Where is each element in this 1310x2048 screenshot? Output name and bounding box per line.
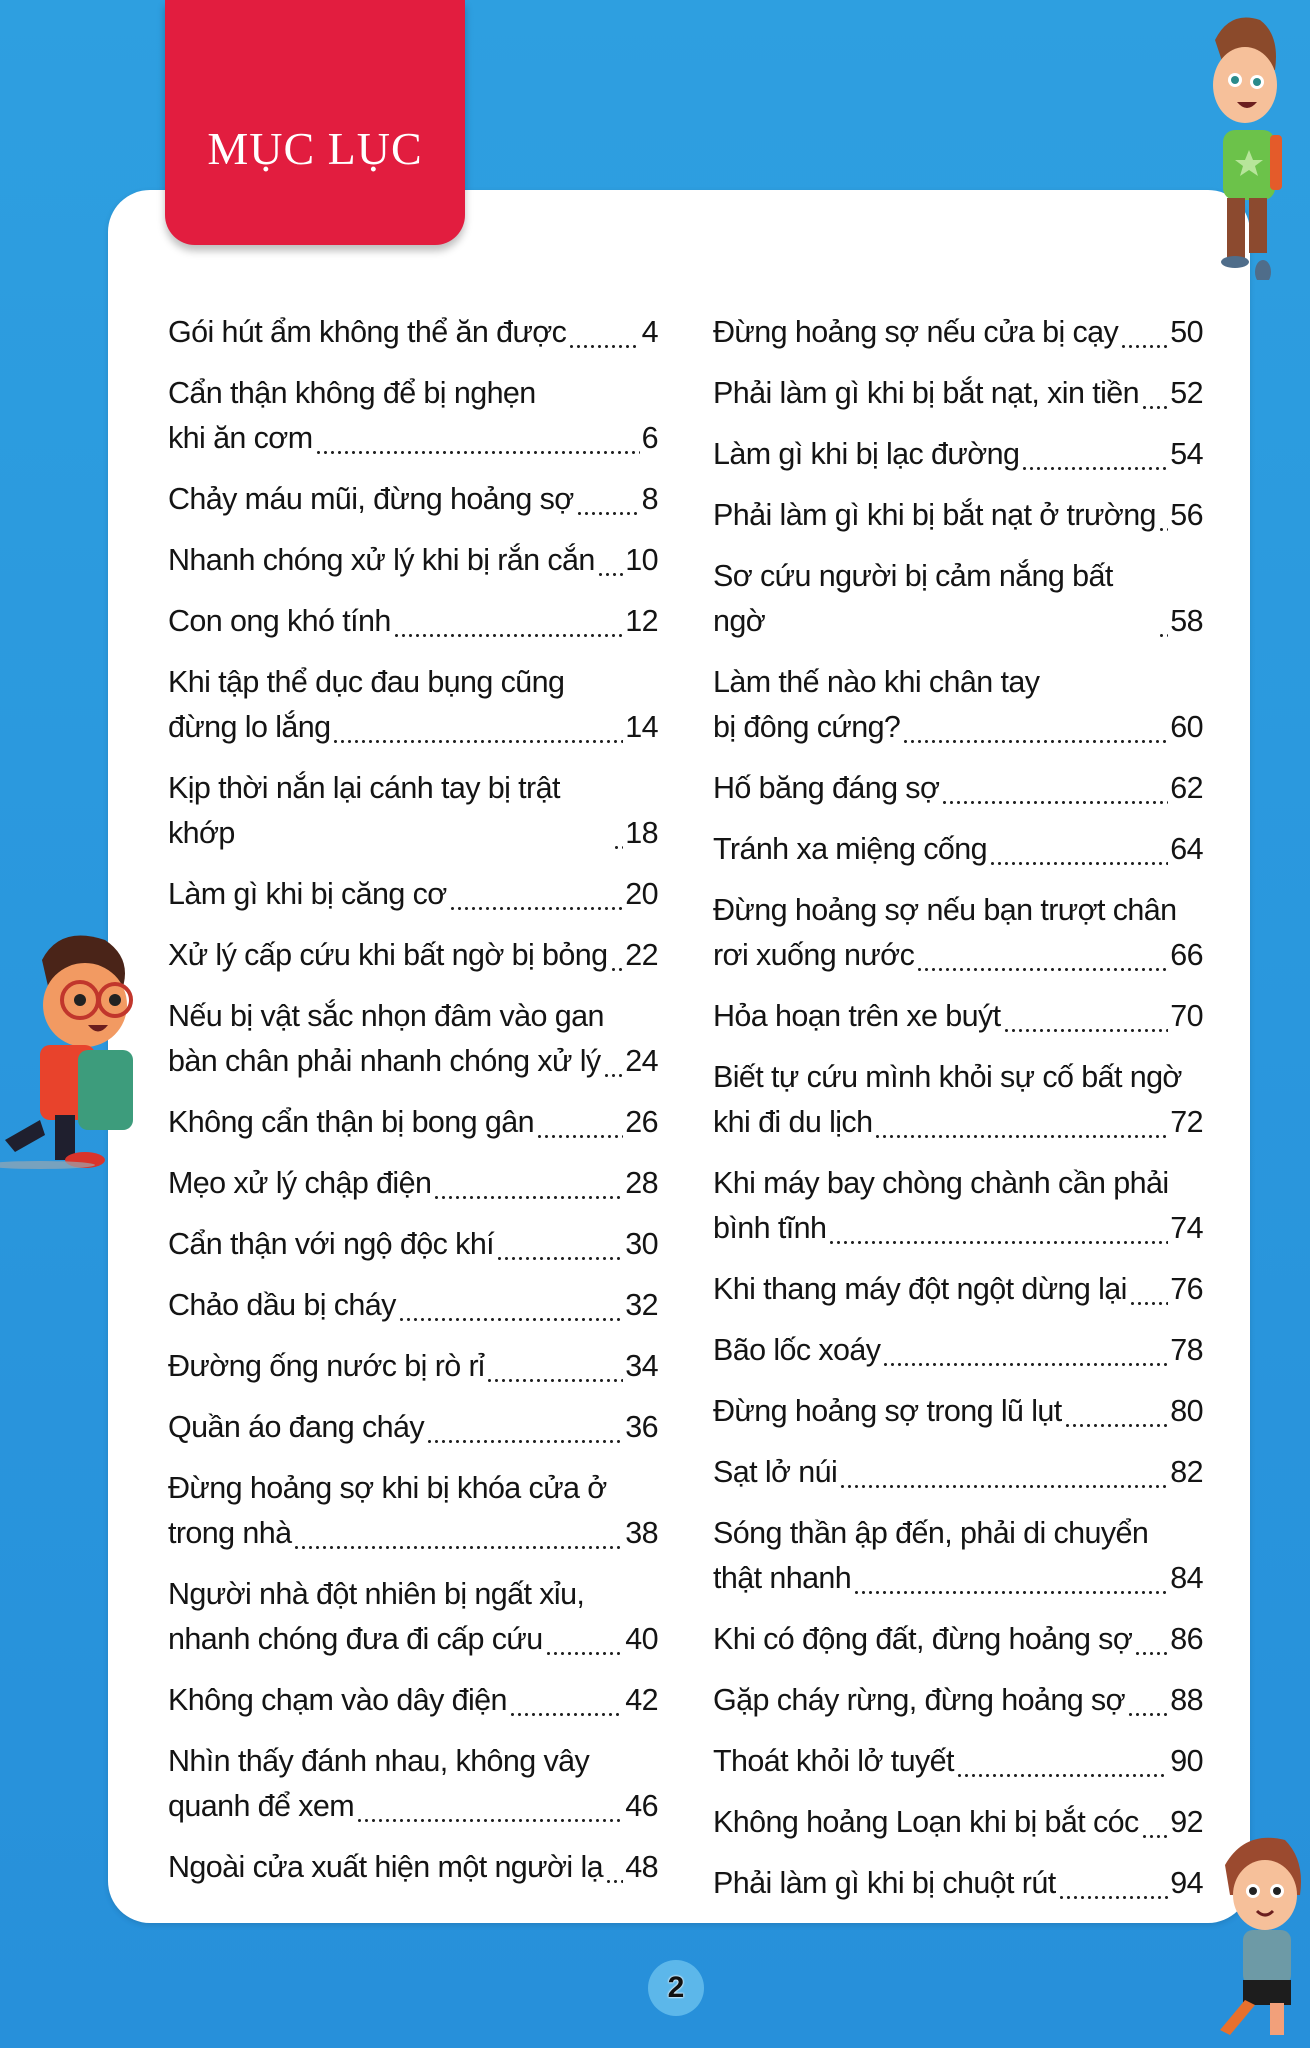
toc-entry[interactable]	[713, 1511, 1203, 1601]
toc-entry-title-cont: trong nhà	[168, 1516, 292, 1550]
toc-entry-page: 28	[625, 1166, 658, 1200]
girl-illustration	[1205, 1825, 1310, 2040]
toc-entry-page: 48	[625, 1850, 658, 1884]
toc-entry-title: Thoát khỏi lở tuyết	[713, 1744, 954, 1778]
toc-entry[interactable]	[168, 1845, 658, 1890]
toc-entry-page: 92	[1170, 1805, 1203, 1839]
toc-entry[interactable]	[168, 371, 658, 461]
toc-entry-page: 72	[1170, 1105, 1203, 1139]
dot-leader	[874, 1100, 1168, 1145]
toc-entry-page: 76	[1170, 1272, 1203, 1306]
toc-entry[interactable]	[713, 1678, 1203, 1723]
toc-entry-title: Gặp cháy rừng, đừng hoảng sợ	[713, 1683, 1125, 1717]
toc-entry[interactable]	[168, 310, 658, 355]
toc-entry-page: 66	[1170, 938, 1203, 972]
toc-entry-page: 30	[625, 1227, 658, 1261]
toc-entry-page: 10	[625, 543, 658, 577]
toc-entry[interactable]	[168, 766, 658, 856]
dot-leader	[610, 933, 624, 978]
toc-column-left	[168, 310, 658, 1906]
toc-entry-title: Đừng hoảng sợ khi bị khóa cửa ở	[168, 1471, 607, 1505]
toc-entry-title: Xử lý cấp cứu khi bất ngờ bị bỏng	[168, 938, 608, 972]
toc-entry-title: Phải làm gì khi bị bắt nạt, xin tiền	[713, 376, 1139, 410]
dot-leader	[536, 1100, 623, 1145]
dot-leader	[1141, 371, 1168, 416]
toc-entry-page: 74	[1170, 1211, 1203, 1245]
toc-entry[interactable]	[168, 1100, 658, 1145]
dot-leader	[853, 1556, 1168, 1601]
toc-entry-page: 42	[625, 1683, 658, 1717]
toc-entry-title-cont: rơi xuống nước	[713, 938, 915, 972]
dot-leader	[941, 766, 1168, 811]
toc-entry-page: 94	[1170, 1866, 1203, 1900]
dot-leader	[613, 811, 623, 856]
toc-entry-title: Khi có động đất, đừng hoảng sợ	[713, 1622, 1133, 1656]
toc-entry[interactable]	[713, 1861, 1203, 1906]
toc-entry-title: Nhìn thấy đánh nhau, không vây	[168, 1744, 590, 1778]
toc-entry-page: 58	[1170, 604, 1203, 638]
toc-entry-title: Tránh xa miệng cống	[713, 832, 987, 866]
toc-entry-title-cont: khi đi du lịch	[713, 1105, 873, 1139]
dot-leader	[1129, 1267, 1168, 1312]
toc-entry-title: Đường ống nước bị rò rỉ	[168, 1349, 485, 1383]
toc-entry[interactable]	[168, 872, 658, 917]
toc-entry-title: Đừng hoảng sợ nếu cửa bị cạy	[713, 315, 1119, 349]
toc-entry-title: Mẹo xử lý chập điện	[168, 1166, 432, 1200]
dot-leader	[315, 416, 640, 461]
toc-entry-title: Không hoảng Loạn khi bị bắt cóc	[713, 1805, 1139, 1839]
toc-entry-title: Kịp thời nắn lại cánh tay bị trật khớp	[168, 771, 560, 850]
dot-leader	[605, 1845, 623, 1890]
toc-entry-title: Không chạm vào dây điện	[168, 1683, 507, 1717]
toc-entry-page: 56	[1170, 498, 1203, 532]
toc-entry[interactable]	[713, 766, 1203, 811]
toc-entry-page: 38	[625, 1516, 658, 1550]
dot-leader	[393, 599, 624, 644]
toc-entry-page: 18	[625, 816, 658, 850]
toc-entry-page: 12	[625, 604, 658, 638]
toc-entry[interactable]	[713, 493, 1203, 538]
dot-leader	[568, 310, 639, 355]
dot-leader	[989, 827, 1168, 872]
toc-entry-title: Hố băng đáng sợ	[713, 771, 940, 805]
toc-entry-title: Đừng hoảng sợ nếu bạn trượt chân	[713, 893, 1177, 927]
toc-entry-title: Quần áo đang cháy	[168, 1410, 425, 1444]
dot-leader	[433, 1161, 623, 1206]
toc-entry[interactable]	[713, 371, 1203, 416]
toc-entry-page: 4	[641, 315, 658, 349]
toc-entry-page: 84	[1170, 1561, 1203, 1595]
dot-leader	[293, 1511, 623, 1556]
toc-entry[interactable]	[713, 1450, 1203, 1495]
toc-entry-title: Khi máy bay chòng chành cần phải	[713, 1166, 1169, 1200]
toc-entry-title: Người nhà đột nhiên bị ngất xỉu,	[168, 1577, 585, 1611]
toc-entry[interactable]	[713, 310, 1203, 355]
dot-leader	[902, 705, 1168, 750]
dot-leader	[1141, 1800, 1169, 1845]
dot-leader	[496, 1222, 623, 1267]
toc-entry-title-cont: quanh để xem	[168, 1789, 355, 1823]
boy-top-right-illustration	[1185, 10, 1295, 280]
dot-leader	[449, 872, 624, 917]
toc-entry-title: Chảo dầu bị cháy	[168, 1288, 396, 1322]
toc-entry-title: Sóng thần ập đến, phải di chuyển	[713, 1516, 1149, 1550]
toc-entry-title: Không cẩn thận bị bong gân	[168, 1105, 534, 1139]
toc-entry[interactable]	[713, 554, 1203, 644]
toc-entry-page: 52	[1170, 376, 1203, 410]
toc-entry[interactable]	[713, 888, 1203, 978]
toc-entry[interactable]	[168, 1283, 658, 1328]
dot-leader	[1134, 1617, 1168, 1662]
dot-leader	[332, 705, 623, 750]
toc-entry-page: 6	[641, 421, 658, 455]
toc-entry[interactable]	[713, 1328, 1203, 1373]
toc-entry-title: Cẩn thận với ngộ độc khí	[168, 1227, 495, 1261]
toc-entry-page: 62	[1170, 771, 1203, 805]
toc-entry[interactable]	[168, 1572, 658, 1662]
toc-entry-title: Ngoài cửa xuất hiện một người lạ	[168, 1850, 603, 1884]
toc-entry-title: Khi thang máy đột ngột dừng lại	[713, 1272, 1127, 1306]
toc-entry-title: Làm gì khi bị lạc đường	[713, 437, 1020, 471]
toc-entry[interactable]	[713, 1267, 1203, 1312]
toc-entry-title: Phải làm gì khi bị bắt nạt ở trường	[713, 498, 1156, 532]
toc-entry[interactable]	[168, 660, 658, 750]
toc-entry-title-cont: bị đông cứng?	[713, 710, 901, 744]
toc-entry-title: Làm gì khi bị căng cơ	[168, 877, 447, 911]
dot-leader	[1021, 432, 1168, 477]
toc-entry[interactable]	[168, 1405, 658, 1450]
toc-entry[interactable]	[168, 994, 658, 1084]
dot-leader	[603, 1039, 624, 1084]
toc-entry-title: Đừng hoảng sợ trong lũ lụt	[713, 1394, 1062, 1428]
dot-leader	[956, 1739, 1168, 1784]
toc-entry-page: 32	[625, 1288, 658, 1322]
toc-entry[interactable]	[168, 1344, 658, 1389]
dot-leader	[545, 1617, 624, 1662]
dot-leader	[1158, 493, 1168, 538]
toc-entry-page: 82	[1170, 1455, 1203, 1489]
toc-entry-title: Sơ cứu người bị cảm nắng bất ngờ	[713, 559, 1113, 638]
dot-leader	[1127, 1678, 1168, 1723]
toc-entry[interactable]	[168, 1466, 658, 1556]
toc-entry-page: 64	[1170, 832, 1203, 866]
toc-entry-page: 90	[1170, 1744, 1203, 1778]
toc-entry[interactable]	[713, 660, 1203, 750]
dot-leader	[1120, 310, 1168, 355]
toc-entry-page: 60	[1170, 710, 1203, 744]
dot-leader	[1003, 994, 1169, 1039]
toc-entry-title-cont: nhanh chóng đưa đi cấp cứu	[168, 1622, 543, 1656]
toc-entry-title: Nhanh chóng xử lý khi bị rắn cắn	[168, 543, 595, 577]
toc-entry-title: Phải làm gì khi bị chuột rút	[713, 1866, 1056, 1900]
toc-entry[interactable]	[713, 1800, 1203, 1845]
page-title: MỤC LỤC	[207, 123, 423, 174]
toc-entry[interactable]	[713, 1617, 1203, 1662]
dot-leader	[576, 477, 640, 522]
dot-leader	[828, 1206, 1168, 1251]
toc-entry-page: 46	[625, 1789, 658, 1823]
toc-entry-title: Làm thế nào khi chân tay	[713, 665, 1040, 699]
toc-entry-title: Hỏa hoạn trên xe buýt	[713, 999, 1001, 1033]
toc-entry[interactable]	[713, 1161, 1203, 1251]
toc-entry[interactable]	[713, 1739, 1203, 1784]
dot-leader	[509, 1678, 623, 1723]
dot-leader	[1058, 1861, 1169, 1906]
toc-entry-page: 14	[625, 710, 658, 744]
dot-leader	[356, 1784, 623, 1829]
toc-entry[interactable]	[168, 1739, 658, 1829]
toc-entry-page: 34	[625, 1349, 658, 1383]
dot-leader	[916, 933, 1168, 978]
page-number-badge: 2	[648, 1960, 704, 2016]
dot-leader	[1158, 599, 1168, 644]
toc-entry-title: Chảy máu mũi, đừng hoảng sợ	[168, 482, 574, 516]
toc-entry-page: 86	[1170, 1622, 1203, 1656]
toc-entry[interactable]	[168, 1222, 658, 1267]
toc-entry-page: 50	[1170, 315, 1203, 349]
toc-entry-page: 54	[1170, 437, 1203, 471]
toc-entry[interactable]	[168, 599, 658, 644]
toc-entry-page: 22	[625, 938, 658, 972]
toc-entry[interactable]	[713, 827, 1203, 872]
toc-entry[interactable]	[168, 477, 658, 522]
toc-entry-page: 80	[1170, 1394, 1203, 1428]
toc-entry-title: Khi tập thể dục đau bụng cũng	[168, 665, 565, 699]
toc-entry-page: 36	[625, 1410, 658, 1444]
toc-entry-page: 26	[625, 1105, 658, 1139]
toc-entry-page: 40	[625, 1622, 658, 1656]
toc-entry-page: 88	[1170, 1683, 1203, 1717]
toc-entry[interactable]	[168, 933, 658, 978]
toc-entry-page: 24	[625, 1044, 658, 1078]
toc-entry-title: Biết tự cứu mình khỏi sự cố bất ngờ	[713, 1060, 1182, 1094]
toc-entry-title: Gói hút ẩm không thể ăn được	[168, 315, 567, 349]
dot-leader	[1064, 1389, 1169, 1434]
toc-entry[interactable]	[713, 1055, 1203, 1145]
toc-entry-title: Sạt lở núi	[713, 1455, 838, 1489]
toc-entry[interactable]	[168, 1678, 658, 1723]
toc-entry-page: 78	[1170, 1333, 1203, 1367]
dot-leader	[882, 1328, 1168, 1373]
toc-entry[interactable]	[713, 432, 1203, 477]
toc-entry-title: Bão lốc xoáy	[713, 1333, 881, 1367]
toc-entry-title-cont: thật nhanh	[713, 1561, 852, 1595]
toc-entry-title-cont: đừng lo lắng	[168, 710, 331, 744]
toc-entry[interactable]	[168, 1161, 658, 1206]
dot-leader	[486, 1344, 623, 1389]
toc-entry-page: 20	[625, 877, 658, 911]
dot-leader	[839, 1450, 1168, 1495]
dot-leader	[597, 538, 623, 583]
toc-entry-title: Nếu bị vật sắc nhọn đâm vào gan	[168, 999, 604, 1033]
toc-entry-page: 8	[641, 482, 658, 516]
toc-entry-title-cont: khi ăn cơm	[168, 421, 313, 455]
toc-entry[interactable]	[168, 538, 658, 583]
toc-entry-title: Con ong khó tính	[168, 604, 391, 638]
toc-column-right	[713, 310, 1203, 1922]
toc-entry-title: Cẩn thận không để bị nghẹn	[168, 376, 536, 410]
dot-leader	[426, 1405, 623, 1450]
boy-glasses-illustration	[0, 920, 145, 1170]
toc-entry-title-cont: bàn chân phải nhanh chóng xử lý	[168, 1044, 601, 1078]
dot-leader	[398, 1283, 623, 1328]
toc-entry[interactable]	[713, 1389, 1203, 1434]
toc-entry[interactable]	[713, 994, 1203, 1039]
toc-entry-page: 70	[1170, 999, 1203, 1033]
toc-entry-title-cont: bình tĩnh	[713, 1211, 827, 1245]
title-tab	[165, 0, 465, 245]
